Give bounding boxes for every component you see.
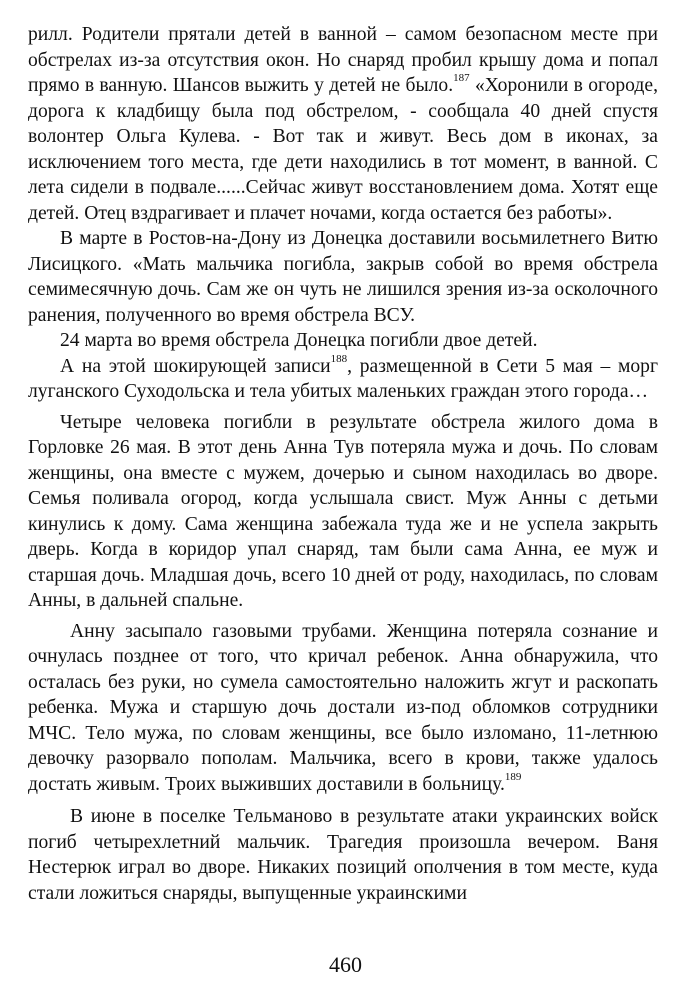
paragraph-6-text: Анну засыпало газовыми трубами. Женщина потеряла сознание и очнулась позднее от того, что кричал ребенок. Анна обнаружила, что осталась без руки, но сумела самостоятельно наложить жгут и раскопать ребенка. Мужа и старшую дочь достали из-под обломков сотрудники МЧС. Тело мужа, по словам женщины, все было изломано, 11-летнюю девочку разорвало пополам. Мальчика, всего в крови, также удалось достать живым. Троих выживших доставили в больницу.	[28, 620, 658, 795]
paragraph-1-text-a: рилл. Родители прятали детей в ванной – самом безопасном месте при обстрелах из-за отсутствия окон. Но снаряд пробил крышу дома и попал прямо в ванную. Шансов выжить у детей не было.	[28, 24, 658, 96]
paragraph-5-text: Четыре человека погибли в результате обстрела жилого дома в Горловке 26 мая. В этот день Анна Тув потеряла мужа и дочь. По словам женщины, она вместе с мужем, дочерью и сыном находилась во дворе. Семья поливала огород, когда услышала свист. Муж Анны с детьми кинулись к дому. Сама женщина забежала туда же и не успела закрыть дверь. Когда в коридор упал снаряд, там были сама Анна, ее муж и старшая дочь. Младшая дочь, всего 10 дней от роду, находилась, по словам Анны, в дальней спальне.	[28, 411, 658, 611]
paragraph-1	[28, 22, 658, 226]
page-number: 460	[329, 952, 362, 977]
paragraph-1-text-b: «Хоронили в огороде, дорога к кладбищу была под обстрелом, - сообщала 40 дней спустя волонтер Ольга Кулева. - Вот так и живут. Весь дом в иконах, за исключением того места, где дети находились в тот момент, в ванной. С лета сидели в подвале......Сейчас живут восстановлением дома. Хотят еще детей. Отец вздрагивает и плачет ночами, когда остается без работы».	[28, 75, 658, 224]
paragraph-7-text: В июне в поселке Тельманово в результате атаки украинских войск погиб четырехлетний мальчик. Трагедия произошла вечером. Ваня Нестерюк играл во дворе. Никаких позиций ополчения в том месте, куда стали ложиться снаряды, выпущенные украинскими	[28, 806, 658, 904]
paragraph-2-text: В марте в Ростов-на-Дону из Донецка доставили восьмилетнего Витю Лисицкого. «Мать мальчика погибла, закрыв собой во время обстрела семимесячную дочь. Сам же он чуть не лишился зрения из-за осколочного ранения, полученного во время обстрела ВСУ.	[28, 228, 658, 326]
paragraph-2	[28, 226, 658, 328]
paragraph-5	[28, 410, 658, 614]
footnote-ref-189: 189	[504, 770, 522, 783]
page-body	[28, 22, 658, 906]
paragraph-3-text: 24 марта во время обстрела Донецка погибли двое детей.	[60, 330, 538, 351]
paragraph-4-text-a: А на этой шокирующей записи	[60, 355, 331, 377]
paragraph-3	[28, 328, 658, 354]
paragraph-6	[28, 619, 658, 798]
paragraph-4-text-b: , размещенной в Сети 5 мая – морг луганского Суходольска и тела убитых маленьких граждан этого города…	[28, 355, 658, 402]
footnote-ref-187: 187	[453, 72, 470, 85]
footnote-ref-188: 188	[330, 352, 348, 365]
paragraph-7	[28, 804, 658, 906]
paragraph-4	[28, 354, 658, 405]
